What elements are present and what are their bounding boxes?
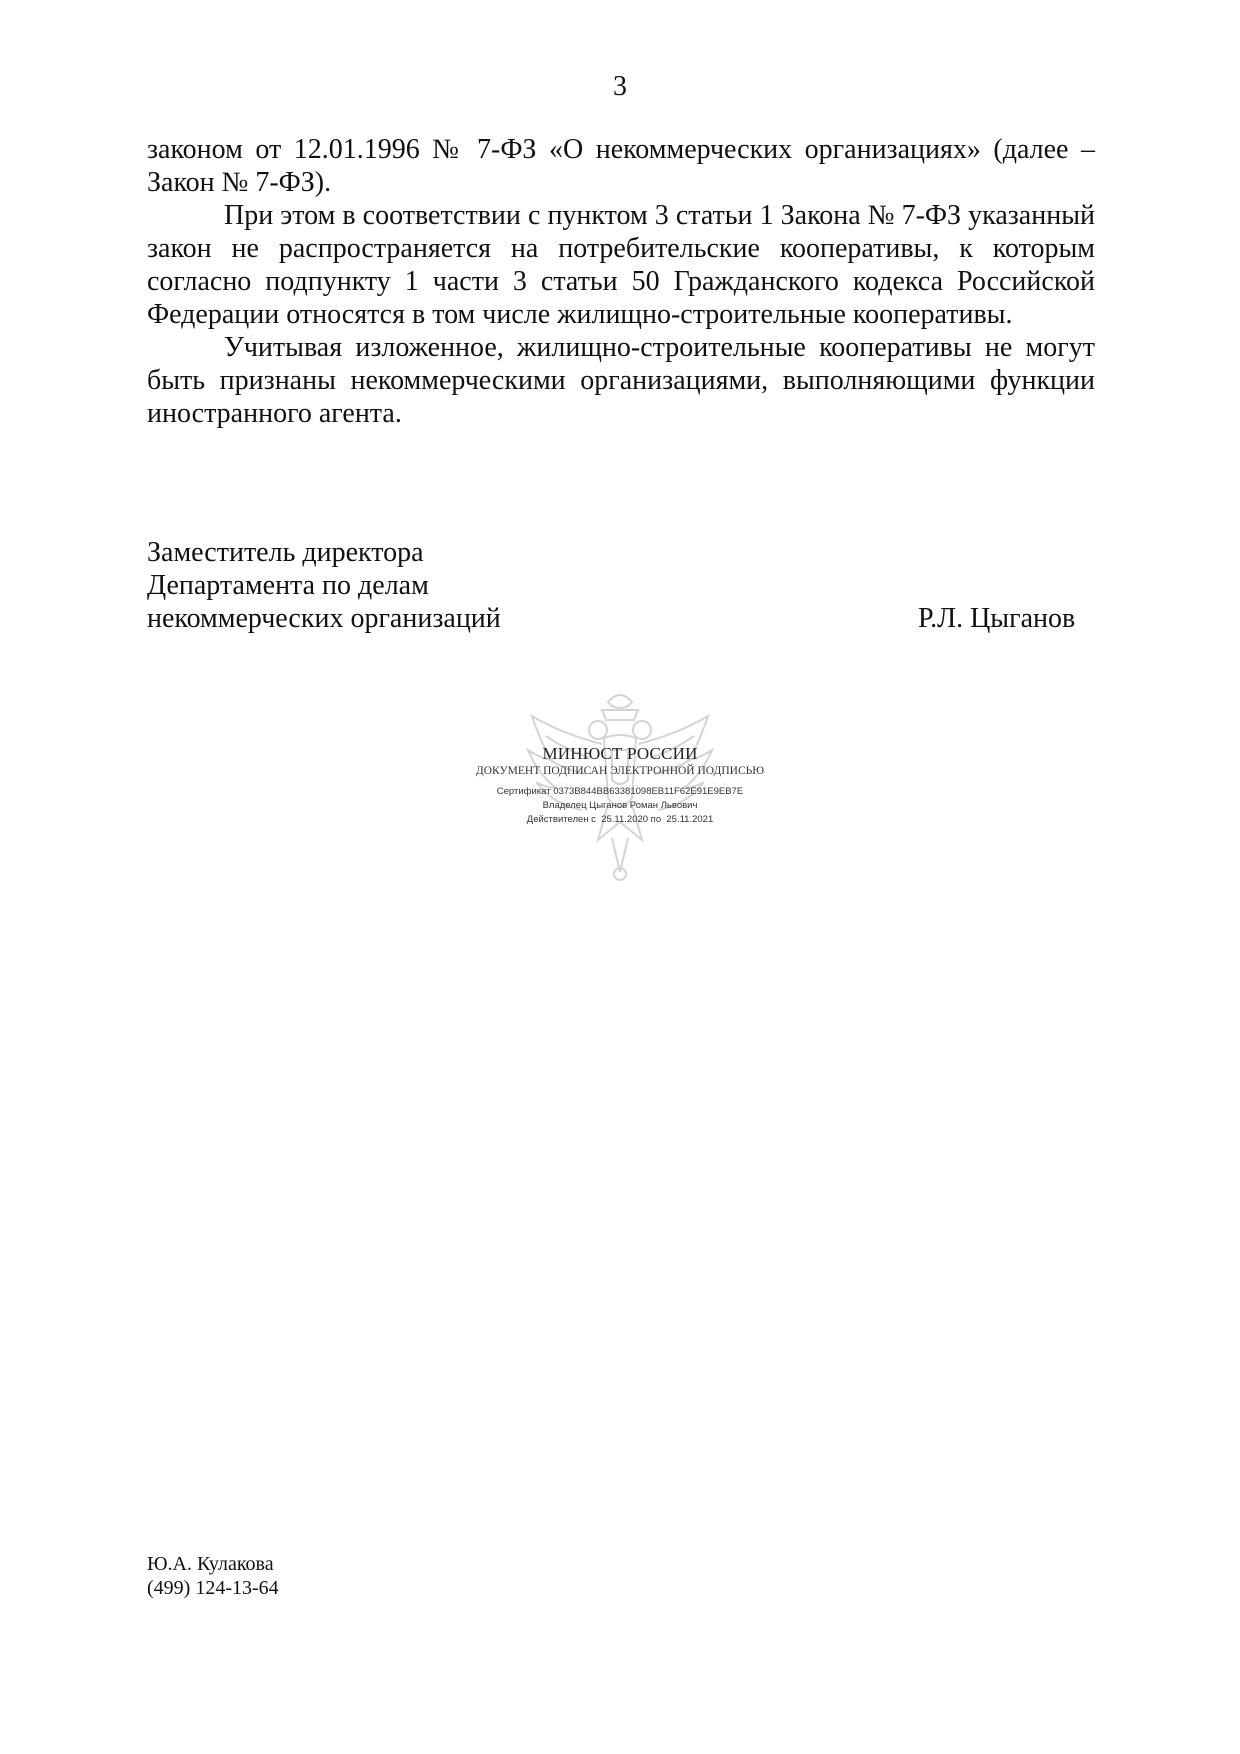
paragraph-2: При этом в соответствии с пунктом 3 статьи 1 Закона № 7-ФЗ указанный закон не распространяется на потребительские кооперативы, к которым согласно подпункту 1 части 3 статьи 50 Гражданского кодекса Российской Федерации относятся в том числе жилищно-строительные кооперативы. bbox=[147, 200, 1095, 330]
executor-phone: (499) 124-13-64 bbox=[147, 1577, 279, 1599]
stamp-signed-note: ДОКУМЕНТ ПОДПИСАН ЭЛЕКТРОННОЙ ПОДПИСЬЮ bbox=[475, 765, 765, 777]
position-line-1: Заместитель директора bbox=[147, 537, 424, 568]
letter-body bbox=[147, 133, 1095, 430]
signatory-position bbox=[147, 536, 501, 635]
executor-name: Ю.А. Кулакова bbox=[147, 1553, 274, 1575]
paragraph-1: законом от 12.01.1996 № 7-ФЗ «О некоммерческих организациях» (далее – Закон № 7-ФЗ). bbox=[147, 134, 1095, 198]
stamp-organization: МИНЮСТ РОССИИ bbox=[542, 744, 698, 763]
position-line-2: Департамента по делам bbox=[147, 570, 429, 601]
position-line-3: некоммерческих организаций bbox=[147, 603, 501, 634]
stamp-certificate: Сертификат 0373B844BB63381098EB11F62E91E9EB7E bbox=[496, 786, 744, 797]
paragraph-3: Учитывая изложенное, жилищно-строительные кооперативы не могут быть признаны некоммерческими организациями, выполняющими функции иностранного агента. bbox=[147, 332, 1095, 429]
executor-info bbox=[147, 1552, 279, 1600]
stamp-validity: Действителен с 25.11.2020 по 25.11.2021 bbox=[526, 814, 714, 825]
signatory-name: Р.Л. Цыганов bbox=[918, 603, 1076, 634]
electronic-signature-stamp bbox=[440, 688, 800, 884]
stamp-owner: Владелец Цыганов Роман Львович bbox=[542, 800, 698, 811]
page-number: 3 bbox=[613, 71, 627, 102]
